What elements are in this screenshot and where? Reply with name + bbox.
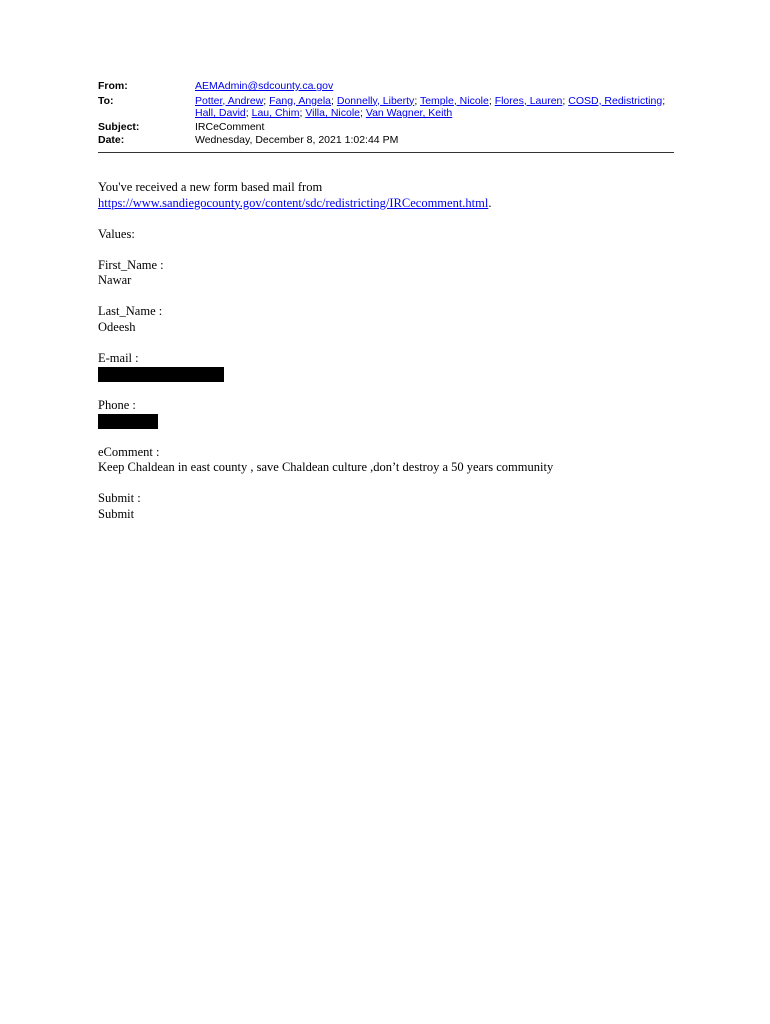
form-url-link[interactable]: https://www.sandiegocounty.gov/content/sdc/redistricting/IRCecomment.html	[98, 195, 489, 210]
from-address-link[interactable]: AEMAdmin@sdcounty.ca.gov	[195, 80, 334, 92]
last-name-label: Last_Name :	[98, 304, 163, 318]
phone-redaction-block	[98, 414, 158, 429]
email-field	[98, 351, 698, 383]
ecomment-value: Keep Chaldean in east county , save Chaldean culture ,don’t destroy a 50 years community	[98, 460, 554, 474]
recipient-link[interactable]: Donnelly, Liberty	[336, 94, 415, 107]
recipient-separator: ;	[488, 94, 495, 107]
to-row	[98, 95, 674, 120]
recipient-list	[195, 95, 674, 120]
recipient-link[interactable]: Hall, David	[195, 107, 246, 119]
recipient-separator: ;	[414, 94, 420, 107]
phone-field	[98, 398, 698, 430]
submit-field	[98, 491, 698, 522]
submit-value: Submit	[98, 506, 135, 521]
first-name-value: Nawar	[98, 273, 132, 287]
recipient-link[interactable]: Temple, Nicole	[419, 94, 489, 107]
header-divider	[98, 152, 674, 153]
last-name-field	[98, 304, 698, 335]
last-name-value: Odeesh	[98, 319, 136, 334]
subject-row	[98, 121, 674, 134]
recipient-separator: ;	[662, 94, 666, 107]
ecomment-label: eComment :	[98, 444, 160, 459]
to-label: To:	[98, 94, 114, 107]
date-value: Wednesday, December 8, 2021 1:02:44 PM	[195, 134, 399, 146]
recipient-link[interactable]: Lau, Chim	[251, 107, 300, 119]
recipient-link[interactable]: COSD, Redistricting	[568, 94, 663, 107]
recipient-link[interactable]: Flores, Lauren	[494, 94, 563, 107]
values-heading: Values:	[98, 226, 135, 241]
from-label: From:	[98, 80, 128, 92]
subject-label: Subject:	[98, 120, 140, 133]
email-label: E-mail :	[98, 350, 139, 365]
recipient-link[interactable]: Fang, Angela	[269, 94, 332, 107]
intro-link-suffix: .	[488, 195, 492, 210]
recipient-separator: ;	[331, 94, 337, 107]
recipient-link[interactable]: Villa, Nicole	[305, 107, 360, 119]
recipient-link[interactable]: Potter, Andrew	[195, 94, 264, 107]
phone-label: Phone :	[98, 397, 136, 412]
email-redaction-block	[98, 367, 224, 382]
recipient-separator: ;	[360, 107, 366, 119]
date-row	[98, 134, 674, 147]
email-header	[98, 80, 674, 147]
recipient-separator: ;	[299, 107, 306, 119]
intro-line: You've received a new form based mail from	[98, 180, 323, 194]
recipient-separator: ;	[245, 107, 252, 119]
date-label: Date:	[98, 134, 125, 146]
from-row	[98, 80, 674, 93]
recipient-separator: ;	[263, 94, 270, 107]
ecomment-field	[98, 445, 698, 476]
submit-label: Submit :	[98, 491, 141, 505]
email-body	[98, 180, 698, 538]
first-name-field	[98, 258, 698, 289]
recipient-link[interactable]: Van Wagner, Keith	[365, 107, 453, 119]
first-name-label: First_Name :	[98, 257, 164, 272]
recipient-separator: ;	[562, 94, 569, 107]
intro-paragraph	[98, 180, 698, 211]
subject-value: IRCeComment	[195, 120, 265, 133]
